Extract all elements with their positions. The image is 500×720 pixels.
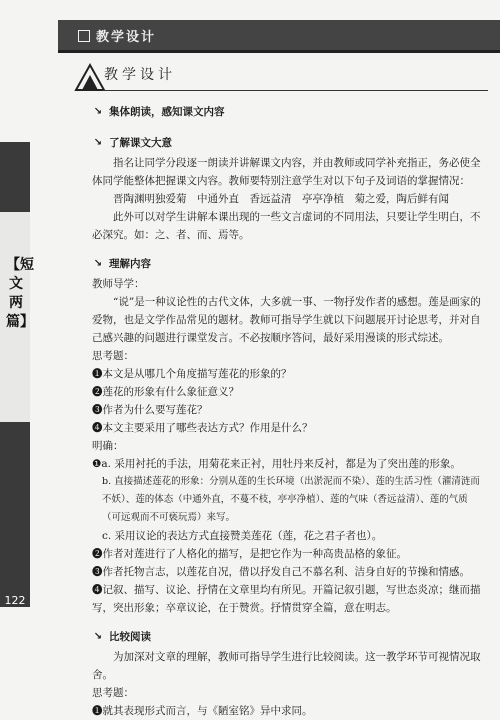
- arrow-icon: ↘: [93, 257, 103, 269]
- answer-item: c. 采用议论的表达方式直接赞美莲花（莲，花之君子者也）。: [102, 530, 383, 542]
- think-label: 思考题：: [92, 687, 134, 699]
- paragraph: 为加深对文章的理解，教师可指导学生进行比较阅读。这一教学环节可视情况取舍。: [92, 651, 481, 681]
- section-title: 教学设计: [104, 67, 176, 83]
- paragraph: “说”是一种议论性的古代文体，大多就一事、一物抒发作者的感想。莲是画家的爱物，也是文学作品常见的题材。教师可指导学生就以下问题展开讨论思考，并对自己感兴趣的问题进行课堂发言。不必按顺序答问，最好采用漫谈的形式综述。: [92, 296, 481, 344]
- question-item: ❶本文是从哪几个角度描写莲花的形象的？: [92, 368, 292, 380]
- guide-label: 教师导学：: [92, 278, 145, 290]
- question-item: ❷莲花的形象有什么象征意义？: [92, 386, 239, 398]
- square-icon: [78, 30, 90, 42]
- paragraph-words: 晋陶渊明独爱菊 中通外直 香远益清 亭亭净植 菊之爱，陶后鲜有闻: [113, 193, 449, 205]
- question-item: ❶就其表现形式而言，与《陋室铭》异中求同。: [92, 705, 313, 717]
- heading-understand: [92, 135, 484, 150]
- arrow-icon: ↘: [93, 105, 103, 117]
- heading-compare: [92, 629, 484, 644]
- answer-label: 明确：: [92, 440, 124, 452]
- sidebar-title: 【短文两篇】: [6, 257, 34, 330]
- heading-reading: [92, 104, 484, 119]
- document-body: [92, 98, 484, 720]
- section-divider: [103, 90, 488, 91]
- triangle-icon: [74, 62, 106, 92]
- answer-item: b. 直接描述莲花的形象：分别从莲的生长环境（出淤泥而不染）、莲的生活习性（濯清涟而不妖）、莲的体态（中通外直，不蔓不枝，亭亭净植）、莲的气味（香远益清）、莲的气质（可远观而不可亵玩焉）来写。: [102, 476, 480, 523]
- heading-content-text: 理解内容: [109, 258, 151, 270]
- arrow-icon: ↘: [93, 136, 103, 148]
- answer-item: ❹记叙、描写、议论、抒情在文章里均有所见。开篇记叙引题，写世态炎凉；继而描写，突出形象；卒章议论，在于赞赏。抒情贯穿全篇，意在明志。: [92, 584, 481, 614]
- arrow-icon: ↘: [93, 630, 103, 642]
- page-number: 122: [4, 594, 26, 607]
- paragraph: 指名让同学分段逐一朗读并讲解课文内容，并由教师或同学补充指正，务必使全体同学能整体把握课文内容。教师要特别注意学生对以下句子及词语的掌握情况：: [92, 157, 481, 187]
- header-label-text: 教学设计: [96, 30, 157, 45]
- paragraph: 此外可以对学生讲解本课出现的一些文言虚词的不同用法，只要让学生明白，不必深究。如：之、者、而、焉等。: [92, 211, 481, 241]
- answer-item: ❶a. 采用衬托的手法，用菊花来正衬，用牡丹来反衬，都是为了突出莲的形象。: [92, 458, 461, 470]
- heading-compare-text: 比较阅读: [109, 631, 151, 643]
- heading-content: [92, 256, 484, 271]
- answer-item: ❷作者对莲进行了人格化的描写，是把它作为一种高贵品格的象征。: [92, 548, 407, 560]
- question-item: ❸作者为什么要写莲花？: [92, 404, 208, 416]
- heading-reading-text: 集体朗读，感知课文内容: [109, 106, 225, 118]
- heading-understand-text: 了解课文大意: [109, 137, 172, 149]
- answer-item: ❸作者托物言志，以莲花自况，借以抒发自己不慕名利、洁身自好的节操和情感。: [92, 566, 470, 578]
- header-band: [58, 20, 500, 53]
- question-item: ❹本文主要采用了哪些表达方式？作用是什么？: [92, 422, 313, 434]
- think-label: 思考题：: [92, 350, 134, 362]
- header-label: [78, 26, 156, 45]
